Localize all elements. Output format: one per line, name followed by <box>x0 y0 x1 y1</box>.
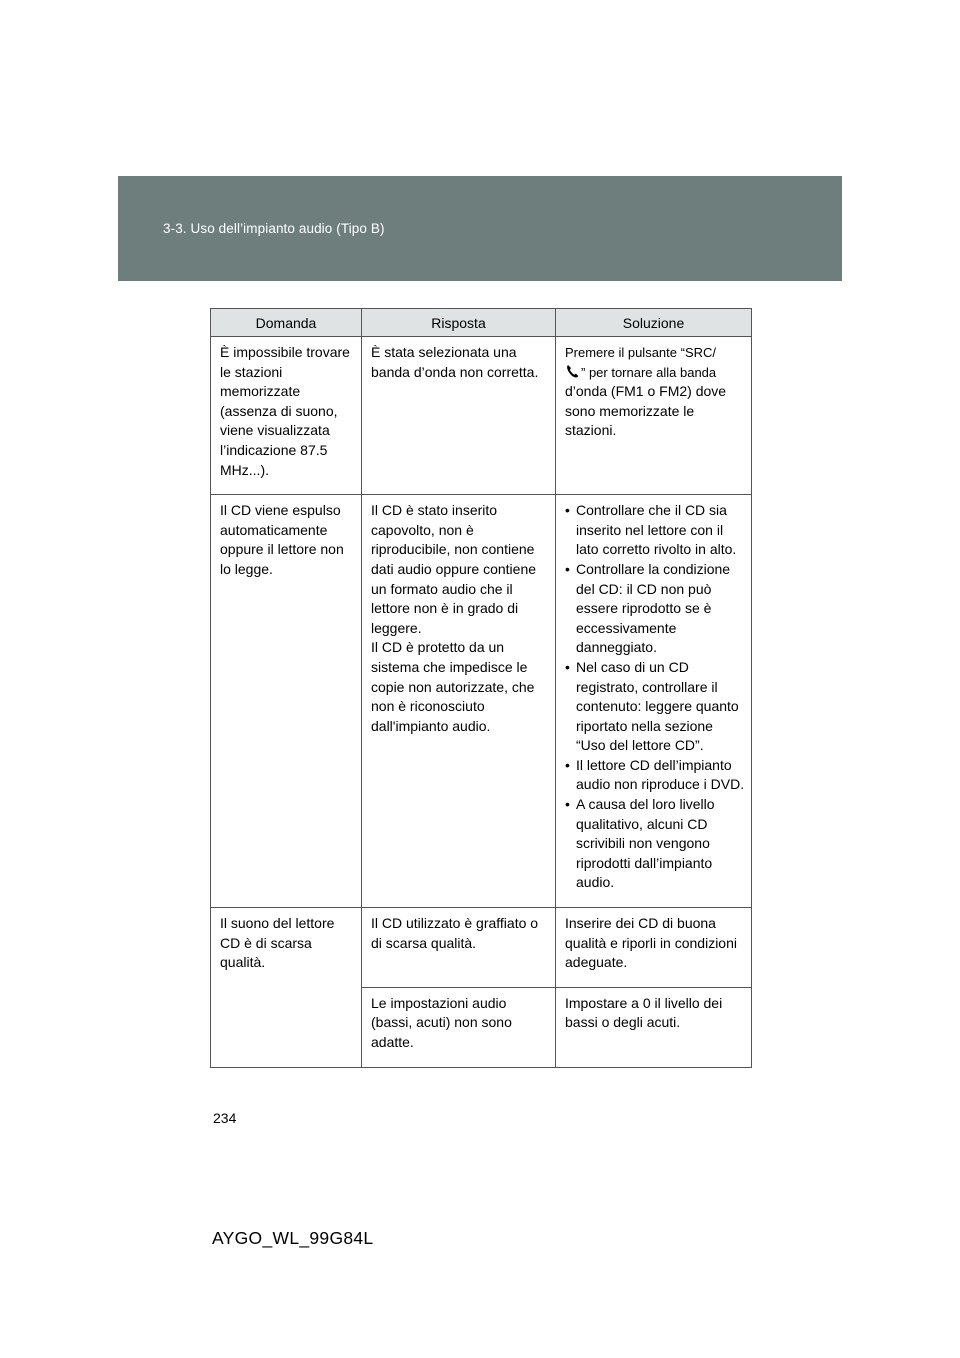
column-header-answer: Risposta <box>362 309 556 337</box>
solution-text-mid: ” per tornare alla banda <box>581 364 717 380</box>
solution-cell: Inserire dei CD di buona qualità e riporli in condizioni adeguate. <box>556 908 752 988</box>
solution-item: • Nel caso di un CD registrato, controllare il contenuto: leggere quanto riportato nella sezione “Uso del lettore CD”. <box>565 658 745 756</box>
answer-cell <box>362 495 556 908</box>
answer-cell: Le impostazioni audio (bassi, acuti) non sono adatte. <box>362 987 556 1067</box>
section-title: 3-3. Uso dell’impianto audio (Tipo B) <box>163 221 385 236</box>
table-row <box>211 908 752 988</box>
solution-item: • Controllare la condizione del CD: il CD non può essere riprodotto se è eccessivamente danneggiato. <box>565 560 745 658</box>
solution-list <box>565 501 745 893</box>
column-header-solution: Soluzione <box>556 309 752 337</box>
phone-icon <box>565 363 581 379</box>
solution-cell: Impostare a 0 il livello dei bassi o degli acuti. <box>556 987 752 1067</box>
solution-cell <box>556 337 752 495</box>
answer-paragraph: Il CD è stato inserito capovolto, non è riproducibile, non contiene dati audio oppure contiene un formato audio che il lettore non è in grado di leggere. <box>371 502 537 636</box>
document-code: AYGO_WL_99G84L <box>212 1228 374 1248</box>
answer-paragraph: Il CD è protetto da un sistema che impedisce le copie non autorizzate, che non è riconosciuto dall'impianto audio. <box>371 639 535 734</box>
solution-text-start: Premere il pulsante “SRC/ <box>565 345 716 360</box>
table-row <box>211 495 752 908</box>
solution-item: • Controllare che il CD sia inserito nel lettore con il lato corretto rivolto in alto. <box>565 501 745 560</box>
column-header-question: Domanda <box>211 309 362 337</box>
page-number: 234 <box>213 1110 237 1126</box>
question-cell: Il suono del lettore CD è di scarsa qualità. <box>211 908 362 1068</box>
question-cell: È impossibile trovare le stazioni memorizzate (assenza di suono, viene visualizzata l’indicazione 87.5 MHz...). <box>211 337 362 495</box>
solution-cell <box>556 495 752 908</box>
solution-item: • A causa del loro livello qualitativo, alcuni CD scrivibili non vengono riprodotti dall’impianto audio. <box>565 795 745 893</box>
answer-cell: Il CD utilizzato è graffiato o di scarsa qualità. <box>362 908 556 988</box>
table-header-row <box>211 309 752 337</box>
troubleshooting-table <box>210 308 752 1068</box>
section-header-band <box>118 176 842 281</box>
answer-cell: È stata selezionata una banda d’onda non corretta. <box>362 337 556 495</box>
solution-text-end: d’onda (FM1 o FM2) dove sono memorizzate le stazioni. <box>565 383 727 439</box>
table-row <box>211 337 752 495</box>
solution-item: • Il lettore CD dell’impianto audio non riproduce i DVD. <box>565 756 745 795</box>
question-cell: Il CD viene espulso automaticamente oppure il lettore non lo legge. <box>211 495 362 908</box>
